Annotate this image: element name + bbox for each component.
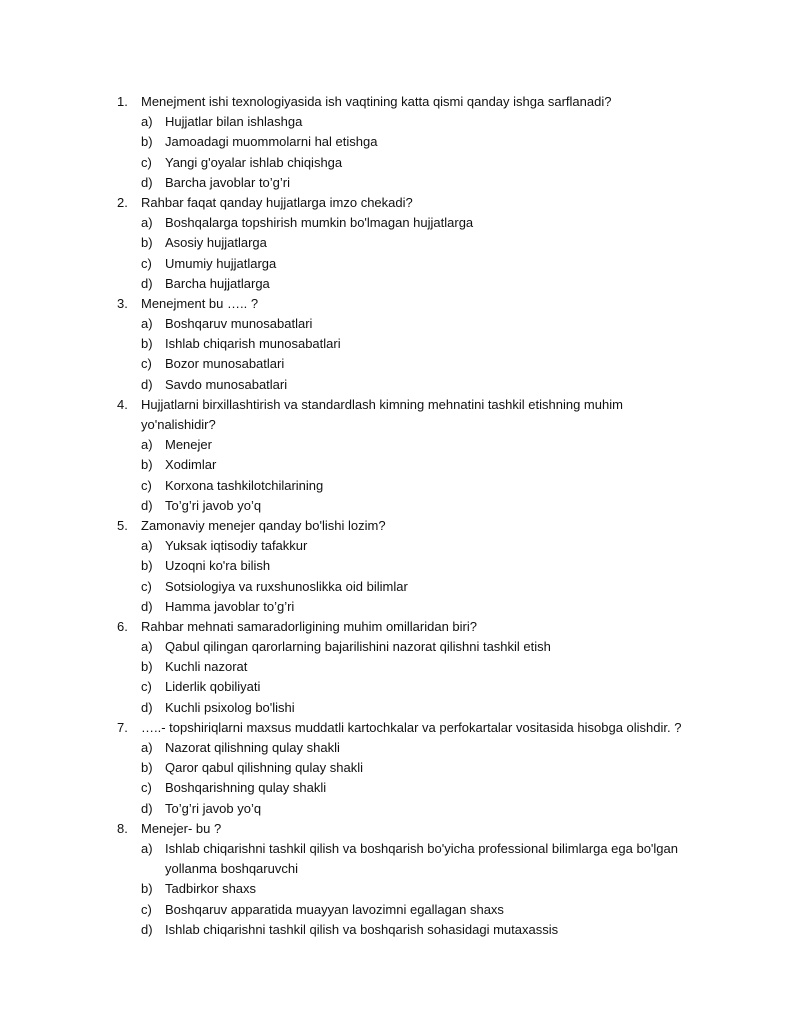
option-line <box>0 597 800 617</box>
option-line <box>0 799 800 819</box>
option-letter: b) <box>141 235 153 251</box>
question-number: 6. <box>117 618 128 634</box>
option-line <box>0 213 800 233</box>
option-line <box>0 556 800 576</box>
question-line <box>0 294 800 314</box>
option-text: Kuchli psixolog bo'lishi <box>165 699 295 715</box>
option-letter: b) <box>141 336 153 352</box>
option-line <box>0 173 800 193</box>
answer-option <box>0 112 800 132</box>
option-line <box>0 132 800 152</box>
answer-option <box>0 738 800 758</box>
question-number: 4. <box>117 396 128 412</box>
option-line <box>0 758 800 778</box>
option-line <box>0 112 800 132</box>
answer-option <box>0 597 800 617</box>
option-text: Umumiy hujjatlarga <box>165 255 277 271</box>
option-line <box>0 455 800 475</box>
question-item <box>0 294 800 395</box>
option-letter: c) <box>141 578 152 594</box>
option-line <box>0 677 800 697</box>
question-item <box>0 718 800 819</box>
option-line <box>0 314 800 334</box>
question-text: …..- topshiriqlarni maxsus muddatli kartochkalar va perfokartalar vositasida hisobga olishdir. ? <box>141 719 682 735</box>
answer-option <box>0 213 800 233</box>
option-text: Ishlab chiqarishni tashkil qilish va boshqarish bo'yicha professional bilimlarga ega bo'lgan <box>165 840 678 856</box>
option-letter: d) <box>141 497 153 513</box>
answer-option <box>0 879 800 899</box>
answer-option <box>0 536 800 556</box>
option-line <box>0 637 800 657</box>
question-line <box>0 617 800 637</box>
option-text: Hujjatlar bilan ishlashga <box>165 114 303 130</box>
option-text: To’g’ri javob yo’q <box>165 800 262 816</box>
question-number: 7. <box>117 719 128 735</box>
option-letter: b) <box>141 760 153 776</box>
question-item <box>0 92 800 193</box>
question-text: Menejment bu ….. ? <box>141 295 259 311</box>
option-line <box>0 254 800 274</box>
question-number: 5. <box>117 517 128 533</box>
option-line <box>0 839 800 859</box>
option-letter: b) <box>141 134 153 150</box>
answer-option <box>0 900 800 920</box>
question-line <box>0 819 800 839</box>
option-line <box>0 334 800 354</box>
answer-option <box>0 435 800 455</box>
question-text: Rahbar mehnati samaradorligining muhim omillaridan biri? <box>141 618 477 634</box>
option-line <box>0 375 800 395</box>
option-text: Ishlab chiqarish munosabatlari <box>165 336 341 352</box>
option-letter: d) <box>141 275 153 291</box>
option-line <box>0 879 800 899</box>
answer-option <box>0 920 800 940</box>
option-text: To’g’ri javob yo’q <box>165 497 262 513</box>
option-letter: a) <box>141 316 153 332</box>
option-letter: a) <box>141 114 153 130</box>
answer-option <box>0 173 800 193</box>
option-letter: d) <box>141 174 153 190</box>
option-line <box>0 577 800 597</box>
option-text: Savdo munosabatlari <box>165 376 288 392</box>
question-line <box>0 718 800 738</box>
question-line <box>0 516 800 536</box>
question-item <box>0 819 800 940</box>
answer-option <box>0 577 800 597</box>
option-text: Hamma javoblar to’g’ri <box>165 598 295 614</box>
question-number: 2. <box>117 194 128 210</box>
question-item <box>0 516 800 617</box>
question-line <box>0 395 800 415</box>
question-line <box>0 92 800 112</box>
option-letter: c) <box>141 356 152 372</box>
option-text: Korxona tashkilotchilarining <box>165 477 324 493</box>
option-text: Xodimlar <box>165 457 217 473</box>
option-line <box>0 274 800 294</box>
option-text: Qabul qilingan qarorlarning bajarilishini nazorat qilishni tashkil etish <box>165 639 551 655</box>
answer-option <box>0 233 800 253</box>
option-text: Boshqarishning qulay shakli <box>165 780 327 796</box>
option-letter: b) <box>141 558 153 574</box>
option-letter: b) <box>141 881 153 897</box>
option-line <box>0 657 800 677</box>
option-text: Bozor munosabatlari <box>165 356 285 372</box>
question-item <box>0 617 800 718</box>
option-text: Barcha hujjatlarga <box>165 275 270 291</box>
question-number: 8. <box>117 820 128 836</box>
option-text: Boshqaruv apparatida muayyan lavozimni egallagan shaxs <box>165 901 504 917</box>
option-letter: a) <box>141 215 153 231</box>
answer-option <box>0 496 800 516</box>
answer-option <box>0 334 800 354</box>
option-text: Kuchli nazorat <box>165 659 248 675</box>
question-text: Hujjatlarni birxillashtirish va standardlash kimning mehnatini tashkil etishning muhim <box>141 396 623 412</box>
option-letter: b) <box>141 659 153 675</box>
option-line <box>0 354 800 374</box>
option-text: Jamoadagi muommolarni hal etishga <box>165 134 378 150</box>
answer-option <box>0 375 800 395</box>
option-text: Yangi g'oyalar ishlab chiqishga <box>165 154 343 170</box>
option-line <box>0 738 800 758</box>
option-line <box>0 496 800 516</box>
answer-option <box>0 677 800 697</box>
option-line <box>0 900 800 920</box>
option-text: Qaror qabul qilishning qulay shakli <box>165 760 364 776</box>
question-number: 3. <box>117 295 128 311</box>
answer-option <box>0 314 800 334</box>
option-text: Nazorat qilishning qulay shakli <box>165 740 340 755</box>
option-text: Uzoqni ko'ra bilish <box>165 558 271 574</box>
answer-option <box>0 476 800 496</box>
option-letter: c) <box>141 154 152 170</box>
option-letter: b) <box>141 457 153 473</box>
option-line <box>0 233 800 253</box>
answer-option <box>0 254 800 274</box>
option-text: Tadbirkor shaxs <box>165 881 257 897</box>
question-item <box>0 193 800 294</box>
option-line <box>0 476 800 496</box>
option-line <box>0 920 800 940</box>
option-text: Boshqaruv munosabatlari <box>165 316 313 332</box>
option-letter: a) <box>141 538 153 554</box>
answer-option <box>0 758 800 778</box>
option-text: Sotsiologiya va ruxshunoslikka oid bilimlar <box>165 578 408 594</box>
question-line <box>0 193 800 213</box>
option-line <box>0 435 800 455</box>
answer-option <box>0 556 800 576</box>
option-letter: a) <box>141 437 153 453</box>
option-letter: d) <box>141 598 153 614</box>
option-text: Boshqalarga topshirish mumkin bo'lmagan hujjatlarga <box>165 215 474 231</box>
option-letter: c) <box>141 255 152 271</box>
option-letter: c) <box>141 780 152 796</box>
option-letter: c) <box>141 901 152 917</box>
option-text: Menejer <box>165 437 212 453</box>
answer-option <box>0 132 800 152</box>
option-letter: d) <box>141 699 153 715</box>
option-text: Ishlab chiqarishni tashkil qilish va boshqarish sohasidagi mutaxassis <box>165 921 559 937</box>
option-line <box>0 153 800 173</box>
option-letter: c) <box>141 679 152 695</box>
option-letter: a) <box>141 740 153 755</box>
option-text: Liderlik qobiliyati <box>165 679 261 695</box>
document-body <box>0 92 800 940</box>
option-line <box>0 778 800 798</box>
option-letter: c) <box>141 477 152 493</box>
answer-option <box>0 455 800 475</box>
option-text: Asosiy hujjatlarga <box>165 235 267 251</box>
option-letter: d) <box>141 800 153 816</box>
answer-option <box>0 153 800 173</box>
option-line <box>0 536 800 556</box>
option-letter: a) <box>141 840 153 856</box>
question-text: Rahbar faqat qanday hujjatlarga imzo chekadi? <box>141 194 413 210</box>
option-text: yollanma boshqaruvchi <box>165 861 298 877</box>
question-text: Zamonaviy menejer qanday bo'lishi lozim? <box>141 517 386 533</box>
question-line <box>0 415 800 435</box>
option-line <box>0 859 800 879</box>
answer-option <box>0 778 800 798</box>
option-letter: d) <box>141 921 153 937</box>
answer-option <box>0 274 800 294</box>
answer-option <box>0 657 800 677</box>
answer-option <box>0 637 800 657</box>
option-line <box>0 698 800 718</box>
answer-option <box>0 354 800 374</box>
question-text: Menejer- bu ? <box>141 820 222 836</box>
answer-option <box>0 698 800 718</box>
question-text: yo'nalishidir? <box>141 417 216 432</box>
question-number: 1. <box>117 94 128 109</box>
answer-option <box>0 839 800 879</box>
option-text: Yuksak iqtisodiy tafakkur <box>165 538 308 554</box>
option-letter: a) <box>141 639 153 655</box>
option-letter: d) <box>141 376 153 392</box>
question-item <box>0 395 800 516</box>
answer-option <box>0 799 800 819</box>
option-text: Barcha javoblar to’g’ri <box>165 174 291 190</box>
question-text: Menejment ishi texnologiyasida ish vaqtining katta qismi qanday ishga sarflanadi? <box>141 94 612 109</box>
